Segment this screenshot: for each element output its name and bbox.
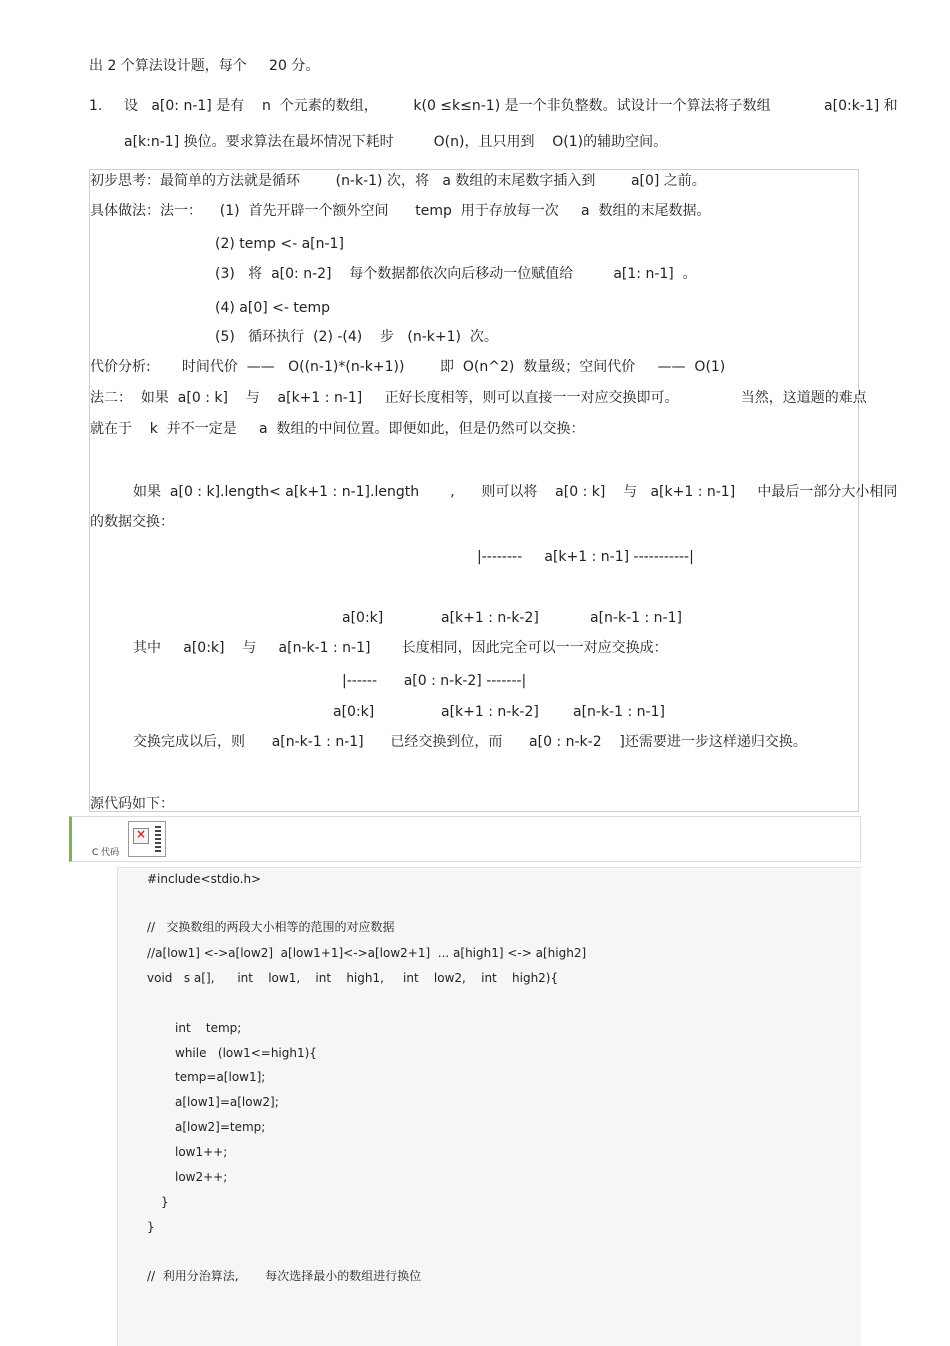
code-line: int temp; — [175, 1021, 242, 1035]
code-line: low2++; — [175, 1170, 228, 1184]
copy-code-icon[interactable] — [128, 821, 166, 857]
diagram-1-seg-b: a[k+1 : n-k-2] — [441, 610, 539, 626]
diagram-2-top: |------ a[0 : n-k-2] -------| — [342, 673, 527, 689]
code-header — [69, 816, 861, 862]
method2-line-1: 法二： 如果 a[0 : k] 与 a[k+1 : n-1] 正好长度相等，则可以直接一一对应交换即可。 当然，这道题的难点 — [90, 390, 867, 406]
method2-line-2: 就在于 k 并不一定是 a 数组的中间位置。即便如此，但是仍然可以交换： — [90, 421, 585, 437]
intro-line: 出 2 个算法设计题，每个 20 分。 — [89, 58, 320, 74]
x-mark-icon: × — [136, 827, 147, 841]
diagram-1-seg-a: a[0:k] — [342, 610, 384, 626]
cost-analysis: 代价分析: 时间代价 —— O((n-1)*(n-k+1)) 即 O(n^2) 数量级；空间代价 —— O(1) — [90, 359, 726, 375]
source-label: 源代码如下： — [90, 796, 174, 812]
step-5: (5) 循环执行 (2) -(4) 步 (n-k+1) 次。 — [215, 329, 498, 345]
diagram-2-seg-b: a[k+1 : n-k-2] — [441, 704, 539, 720]
step-3: (3) 将 a[0: n-2] 每个数据都依次向后移动一位赋值给 a[1: n-1] 。 — [215, 266, 697, 282]
code-line: // 利用分治算法, 每次选择最小的数组进行换位 — [147, 1269, 422, 1283]
code-line: low1++; — [175, 1145, 228, 1159]
code-line: } — [161, 1195, 169, 1209]
question-line-2: a[k:n-1] 换位。要求算法在最坏情况下耗时 O(n)，且只用到 O(1)的辅助空间。 — [124, 134, 668, 150]
step-4: (4) a[0] <- temp — [215, 300, 331, 316]
code-line: //a[low1] <->a[low2] a[low1+1]<->a[low2+1] ... a[high1] <-> a[high2] — [147, 946, 587, 960]
code-line: #include<stdio.h> — [147, 872, 262, 886]
code-line: a[low2]=temp; — [175, 1120, 266, 1134]
broken-image-icon — [133, 828, 149, 844]
question-line-1: 设 a[0: n-1] 是有 n 个元素的数组， k(0 ≤k≤n-1) 是一个非负整数。试设计一个算法将子数组 a[0:k-1] 和 — [124, 98, 898, 114]
question-number: 1. — [89, 98, 103, 114]
code-line: // 交换数组的两段大小相等的范围的对应数据 — [147, 920, 395, 934]
code-line: void s a[], int low1, int high1, int low2, int high2){ — [147, 971, 559, 985]
if-line-2: 的数据交换： — [90, 514, 174, 530]
diagram-2-seg-c: a[n-k-1 : n-1] — [573, 704, 665, 720]
stack-icon — [155, 826, 161, 852]
done-line: 交换完成以后，则 a[n-k-1 : n-1] 已经交换到位，而 a[0 : n-k-2 ]还需要进一步这样递归交换。 — [133, 734, 807, 750]
diagram-1-seg-c: a[n-k-1 : n-1] — [590, 610, 682, 626]
diagram-2-seg-a: a[0:k] — [333, 704, 375, 720]
diagram-1-top: |-------- a[k+1 : n-1] -----------| — [477, 549, 694, 565]
code-line: temp=a[low1]; — [175, 1070, 266, 1084]
analysis-method1: 具体做法：法一： (1) 首先开辟一个额外空间 temp 用于存放每一次 a 数组的末尾数据。 — [90, 203, 711, 219]
code-line: } — [147, 1220, 155, 1234]
code-line: while (low1<=high1){ — [175, 1046, 317, 1060]
if-line-1: 如果 a[0 : k].length< a[k+1 : n-1].length , 则可以将 a[0 : k] 与 a[k+1 : n-1] 中最后一部分大小相同 — [133, 484, 898, 500]
code-line: a[low1]=a[low2]; — [175, 1095, 279, 1109]
code-language-label: C 代码 — [92, 848, 120, 858]
middle-line: 其中 a[0:k] 与 a[n-k-1 : n-1] 长度相同，因此完全可以一一对应交换成： — [133, 640, 668, 656]
analysis-think: 初步思考：最简单的方法就是循环 (n-k-1) 次，将 a 数组的末尾数字插入到 a[0] 之前。 — [90, 173, 706, 189]
step-2: (2) temp <- a[n-1] — [215, 236, 344, 252]
